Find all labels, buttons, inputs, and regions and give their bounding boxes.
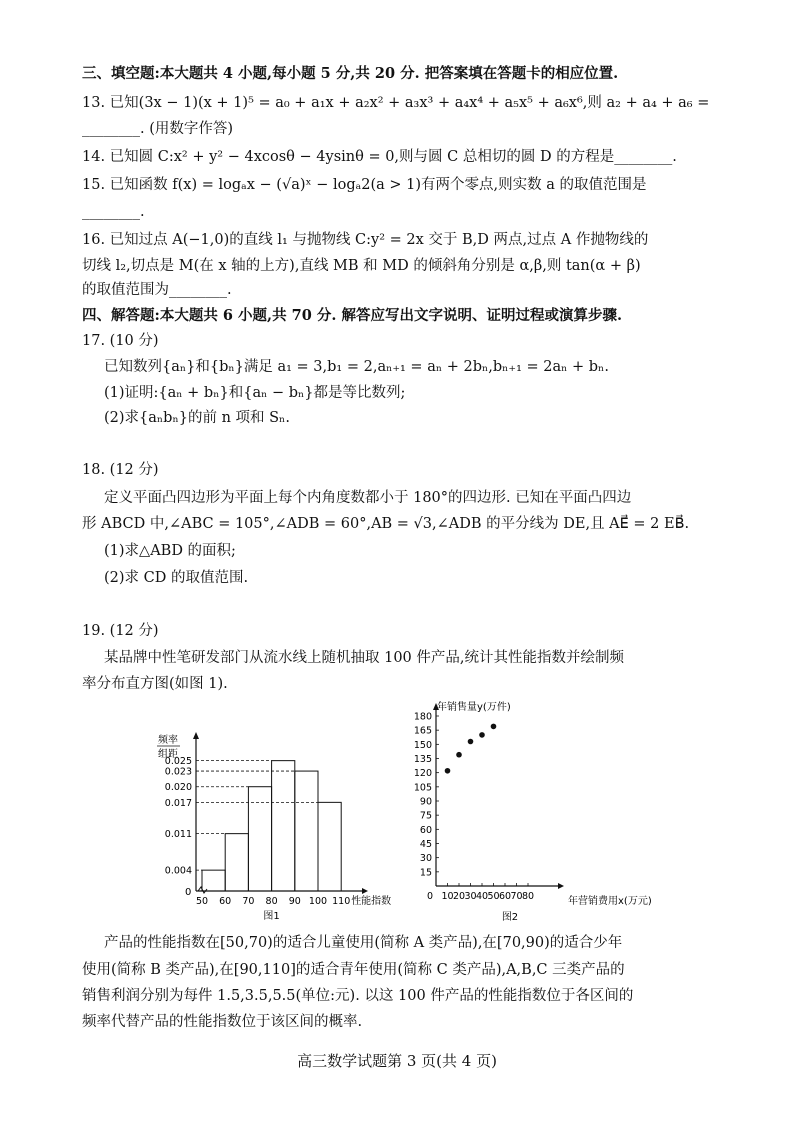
scatter-y-tick-label: 15 bbox=[419, 867, 432, 879]
scatter-x-tick-label: 30 bbox=[464, 891, 477, 902]
hist-x-tick-label: 80 bbox=[265, 896, 278, 907]
hist-bar bbox=[225, 834, 248, 891]
hist-bar bbox=[272, 761, 295, 891]
scatter-x-axis-arrow bbox=[558, 883, 564, 889]
histogram-figure-1 bbox=[150, 725, 415, 925]
scatter-x-tick-label: 10 bbox=[441, 891, 454, 902]
hist-y-axis-arrow bbox=[193, 732, 199, 739]
question-19-line2: 率分布直方图(如图 1). bbox=[82, 676, 228, 692]
hist-y-tick-label: 0.004 bbox=[164, 865, 192, 877]
hist-y-tick-label: 0.023 bbox=[164, 766, 192, 778]
question-17-line1: 已知数列{aₙ}和{bₙ}满足 a₁ = 3,b₁ = 2,aₙ₊₁ = aₙ + 2bₙ,bₙ₊₁ = 2aₙ + bₙ. bbox=[104, 359, 609, 375]
scatter-x-tick-label: 70 bbox=[510, 891, 523, 902]
hist-x-tick-label: 110 bbox=[332, 896, 351, 907]
question-19-line5: 销售利润分别为每件 1.5,3.5,5.5(单位:元). 以这 100 件产品的性能指数位于各区间的 bbox=[82, 988, 634, 1004]
scatter-point bbox=[491, 724, 497, 730]
hist-x-tick-label: 70 bbox=[242, 896, 255, 907]
scatter-y-tick-label: 105 bbox=[413, 782, 432, 794]
scatter-x-tick-label: 60 bbox=[498, 891, 512, 902]
scatter-ylabel: 年销售量y(万件) bbox=[437, 702, 511, 713]
scatter-y-tick-label: 135 bbox=[413, 754, 432, 765]
scatter-x-tick-label: 50 bbox=[487, 891, 500, 902]
question-13-line1: 13. 已知(3x − 1)(x + 1)⁵ = a₀ + a₁x + a₂x² + a₃x³ + a₄x⁴ + a₅x⁵ + a₆x⁶,则 a₂ + a₄ + a₆ = bbox=[82, 95, 710, 111]
scatter-point bbox=[468, 739, 474, 745]
question-19-line1: 某品牌中性笔研发部门从流水线上随机抽取 100 件产品,统计其性能指数并绘制频 bbox=[104, 650, 625, 666]
question-13-line2: ________. (用数字作答) bbox=[82, 121, 234, 137]
scatter-title: 图2 bbox=[501, 912, 519, 923]
scatter-point bbox=[456, 752, 462, 758]
hist-x-tick-label: 60 bbox=[219, 896, 232, 907]
question-17-header: 17. (10 分) bbox=[82, 333, 159, 349]
question-18-line2: 形 ABCD 中,∠ABC = 105°,∠ADB = 60°,AB = √3,∠ADB 的平分线为 DE,且 AE⃗ = 2 EB⃗. bbox=[82, 516, 690, 532]
question-18-header: 18. (12 分) bbox=[82, 462, 159, 478]
scatter-y-tick-label: 75 bbox=[419, 810, 432, 822]
scatter-x-tick-label: 80 bbox=[521, 891, 535, 902]
question-19-line6: 频率代替产品的性能指数位于该区间的概率. bbox=[82, 1014, 363, 1030]
scatter-x-tick-label: 20 bbox=[452, 891, 466, 902]
scatter-point bbox=[479, 732, 485, 738]
hist-x-tick-label: 100 bbox=[308, 896, 328, 907]
hist-y-tick-label: 0.020 bbox=[164, 782, 192, 794]
hist-x-tick-label: 50 bbox=[195, 896, 209, 907]
section4-heading: 四、解答题:本大题共 6 小题,共 70 分. 解答应写出文字说明、证明过程或演算步骤. bbox=[82, 307, 623, 324]
scatter-y-tick-label: 180 bbox=[413, 711, 432, 723]
question-16-line1: 16. 已知过点 A(−1,0)的直线 l₁ 与抛物线 C:y² = 2x 交于 B,D 两点,过点 A 作抛物线的 bbox=[82, 232, 649, 248]
hist-y-tick-label: 0.011 bbox=[164, 829, 192, 841]
question-19-line3: 产品的性能指数在[50,70)的适合儿童使用(简称 A 类产品),在[70,90)的适合少年 bbox=[104, 935, 623, 951]
hist-ylabel-bottom: 组距 bbox=[158, 749, 178, 760]
hist-bar bbox=[295, 771, 318, 891]
hist-bar bbox=[202, 870, 225, 891]
section3-heading: 三、填空题:本大题共 4 小题,每小题 5 分,共 20 分. 把答案填在答题卡的相应位置. bbox=[82, 65, 619, 82]
scatter-y-tick-label: 165 bbox=[413, 725, 432, 737]
question-19-header: 19. (12 分) bbox=[82, 623, 159, 639]
hist-y-tick-label: 0.025 bbox=[164, 756, 192, 768]
scatter-xlabel: 年营销费用x(万元) bbox=[568, 896, 652, 907]
scatter-y-tick-label: 30 bbox=[419, 853, 432, 865]
hist-x-tick-label: 90 bbox=[288, 896, 301, 907]
question-19-line4: 使用(简称 B 类产品),在[90,110]的适合青年使用(简称 C 类产品),A,B,C 三类产品的 bbox=[82, 962, 625, 978]
question-15-line1: 15. 已知函数 f(x) = logₐx − (√a)ˣ − logₐ2(a > 1)有两个零点,则实数 a 的取值范围是 bbox=[82, 177, 647, 193]
hist-title: 图1 bbox=[263, 911, 280, 922]
scatter-point bbox=[445, 768, 451, 774]
question-17-line3: (2)求{aₙbₙ}的前 n 项和 Sₙ. bbox=[104, 410, 290, 426]
hist-axis-break bbox=[198, 887, 207, 893]
scatter-origin-label: 0 bbox=[426, 891, 434, 902]
scatter-figure-2 bbox=[398, 700, 718, 930]
question-18-line1: 定义平面凸四边形为平面上每个内角度数都小于 180°的四边形. 已知在平面凸四边 bbox=[104, 490, 632, 506]
hist-x-axis-arrow bbox=[362, 888, 368, 894]
question-16-line3: 的取值范围为________. bbox=[82, 282, 232, 298]
scatter-x-tick-label: 40 bbox=[475, 891, 489, 902]
question-17-line2: (1)证明:{aₙ + bₙ}和{aₙ − bₙ}都是等比数列; bbox=[104, 385, 406, 401]
hist-ylabel-top: 频率 bbox=[158, 735, 178, 746]
question-16-line2: 切线 l₂,切点是 M(在 x 轴的上方),直线 MB 和 MD 的倾斜角分别是 α,β,则 tan(α + β) bbox=[82, 258, 641, 274]
question-18-line3: (1)求△ABD 的面积; bbox=[104, 543, 236, 559]
hist-origin-label: 0 bbox=[185, 887, 192, 898]
scatter-y-tick-label: 150 bbox=[413, 739, 432, 751]
scatter-y-tick-label: 45 bbox=[419, 839, 432, 850]
scatter-y-tick-label: 90 bbox=[419, 796, 432, 808]
hist-bar bbox=[318, 802, 341, 891]
scatter-y-tick-label: 120 bbox=[413, 768, 432, 780]
question-14: 14. 已知圆 C:x² + y² − 4xcosθ − 4ysinθ = 0,则与圆 C 总相切的圆 D 的方程是________. bbox=[82, 149, 677, 165]
question-15-line2: ________. bbox=[82, 204, 145, 220]
page-footer: 高三数学试题第 3 页(共 4 页) bbox=[297, 1052, 497, 1070]
hist-xlabel: 性能指数 bbox=[351, 896, 392, 907]
hist-y-tick-label: 0.017 bbox=[164, 797, 192, 809]
scatter-y-tick-label: 60 bbox=[419, 824, 432, 836]
question-18-line4: (2)求 CD 的取值范围. bbox=[104, 570, 249, 586]
